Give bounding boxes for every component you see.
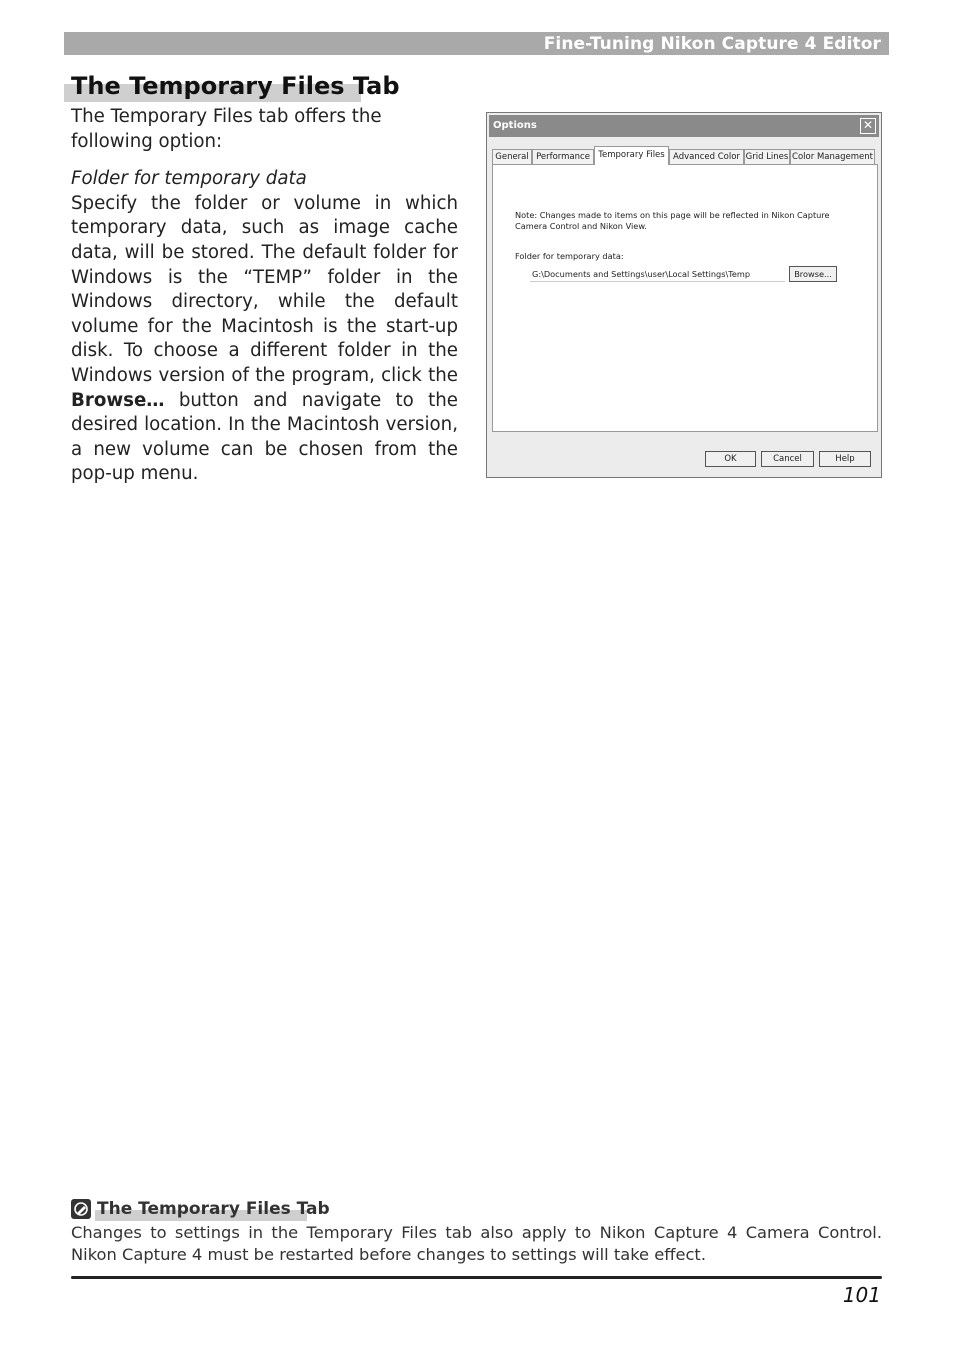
folder-path-field[interactable]: G:\Documents and Settings\user\Local Settings\Temp (530, 267, 785, 282)
tab-performance[interactable]: Performance (532, 149, 594, 164)
tab-advanced-color[interactable]: Advanced Color (669, 149, 744, 164)
section-title: The Temporary Files Tab (71, 72, 400, 100)
tab-general[interactable]: General (492, 149, 532, 164)
body-text (71, 105, 458, 487)
tab-grid-lines[interactable]: Grid Lines (744, 149, 790, 164)
dialog-title: Options (493, 120, 537, 131)
description-text-1: Specify the folder or volume in which temporary data, such as image cache data, will be stored. The default folder for Windows is the “TEMP” folder in the Windows directory, while the default volume for the Macintosh is the start-up disk. To choose a different folder in the Windows version of the program, click the (71, 192, 458, 386)
running-header (64, 32, 889, 55)
tab-color-management[interactable]: Color Management (790, 149, 875, 164)
note-title: The Temporary Files Tab (97, 1199, 330, 1219)
close-icon[interactable]: ✕ (860, 118, 876, 134)
ok-button[interactable]: OK (705, 451, 756, 467)
folder-label: Folder for temporary data: (515, 251, 624, 261)
subheading: Folder for temporary data (71, 168, 307, 190)
tab-panel (492, 164, 878, 432)
intro-paragraph: The Temporary Files tab offers the following option: (71, 106, 382, 152)
dialog-note: Note: Changes made to items on this page will be reflected in Nikon Capture Camera Control and Nikon View. (515, 210, 830, 231)
note-text: Changes to settings in the Temporary Files tab also apply to Nikon Capture 4 Camera Control. Nikon Capture 4 must be restarted before changes to settings will take effect. (71, 1223, 882, 1264)
description-text-2: button and navigate to the desired location. In the Macintosh version, a new volume can be chosen from the pop-up menu. (71, 389, 458, 485)
dialog-titlebar[interactable] (489, 115, 879, 137)
cancel-button[interactable]: Cancel (761, 451, 814, 467)
browse-reference: Browse… (71, 389, 165, 411)
help-button[interactable]: Help (819, 451, 871, 467)
description-paragraph (71, 192, 458, 487)
options-dialog (486, 112, 882, 478)
tab-temporary-files[interactable]: Temporary Files (594, 146, 669, 165)
pencil-note-icon (71, 1199, 91, 1219)
running-header-title: Fine-Tuning Nikon Capture 4 Editor (543, 34, 881, 54)
page-number: 101 (842, 1283, 881, 1307)
browse-button[interactable]: Browse... (789, 266, 837, 282)
footer-rule (71, 1276, 882, 1279)
